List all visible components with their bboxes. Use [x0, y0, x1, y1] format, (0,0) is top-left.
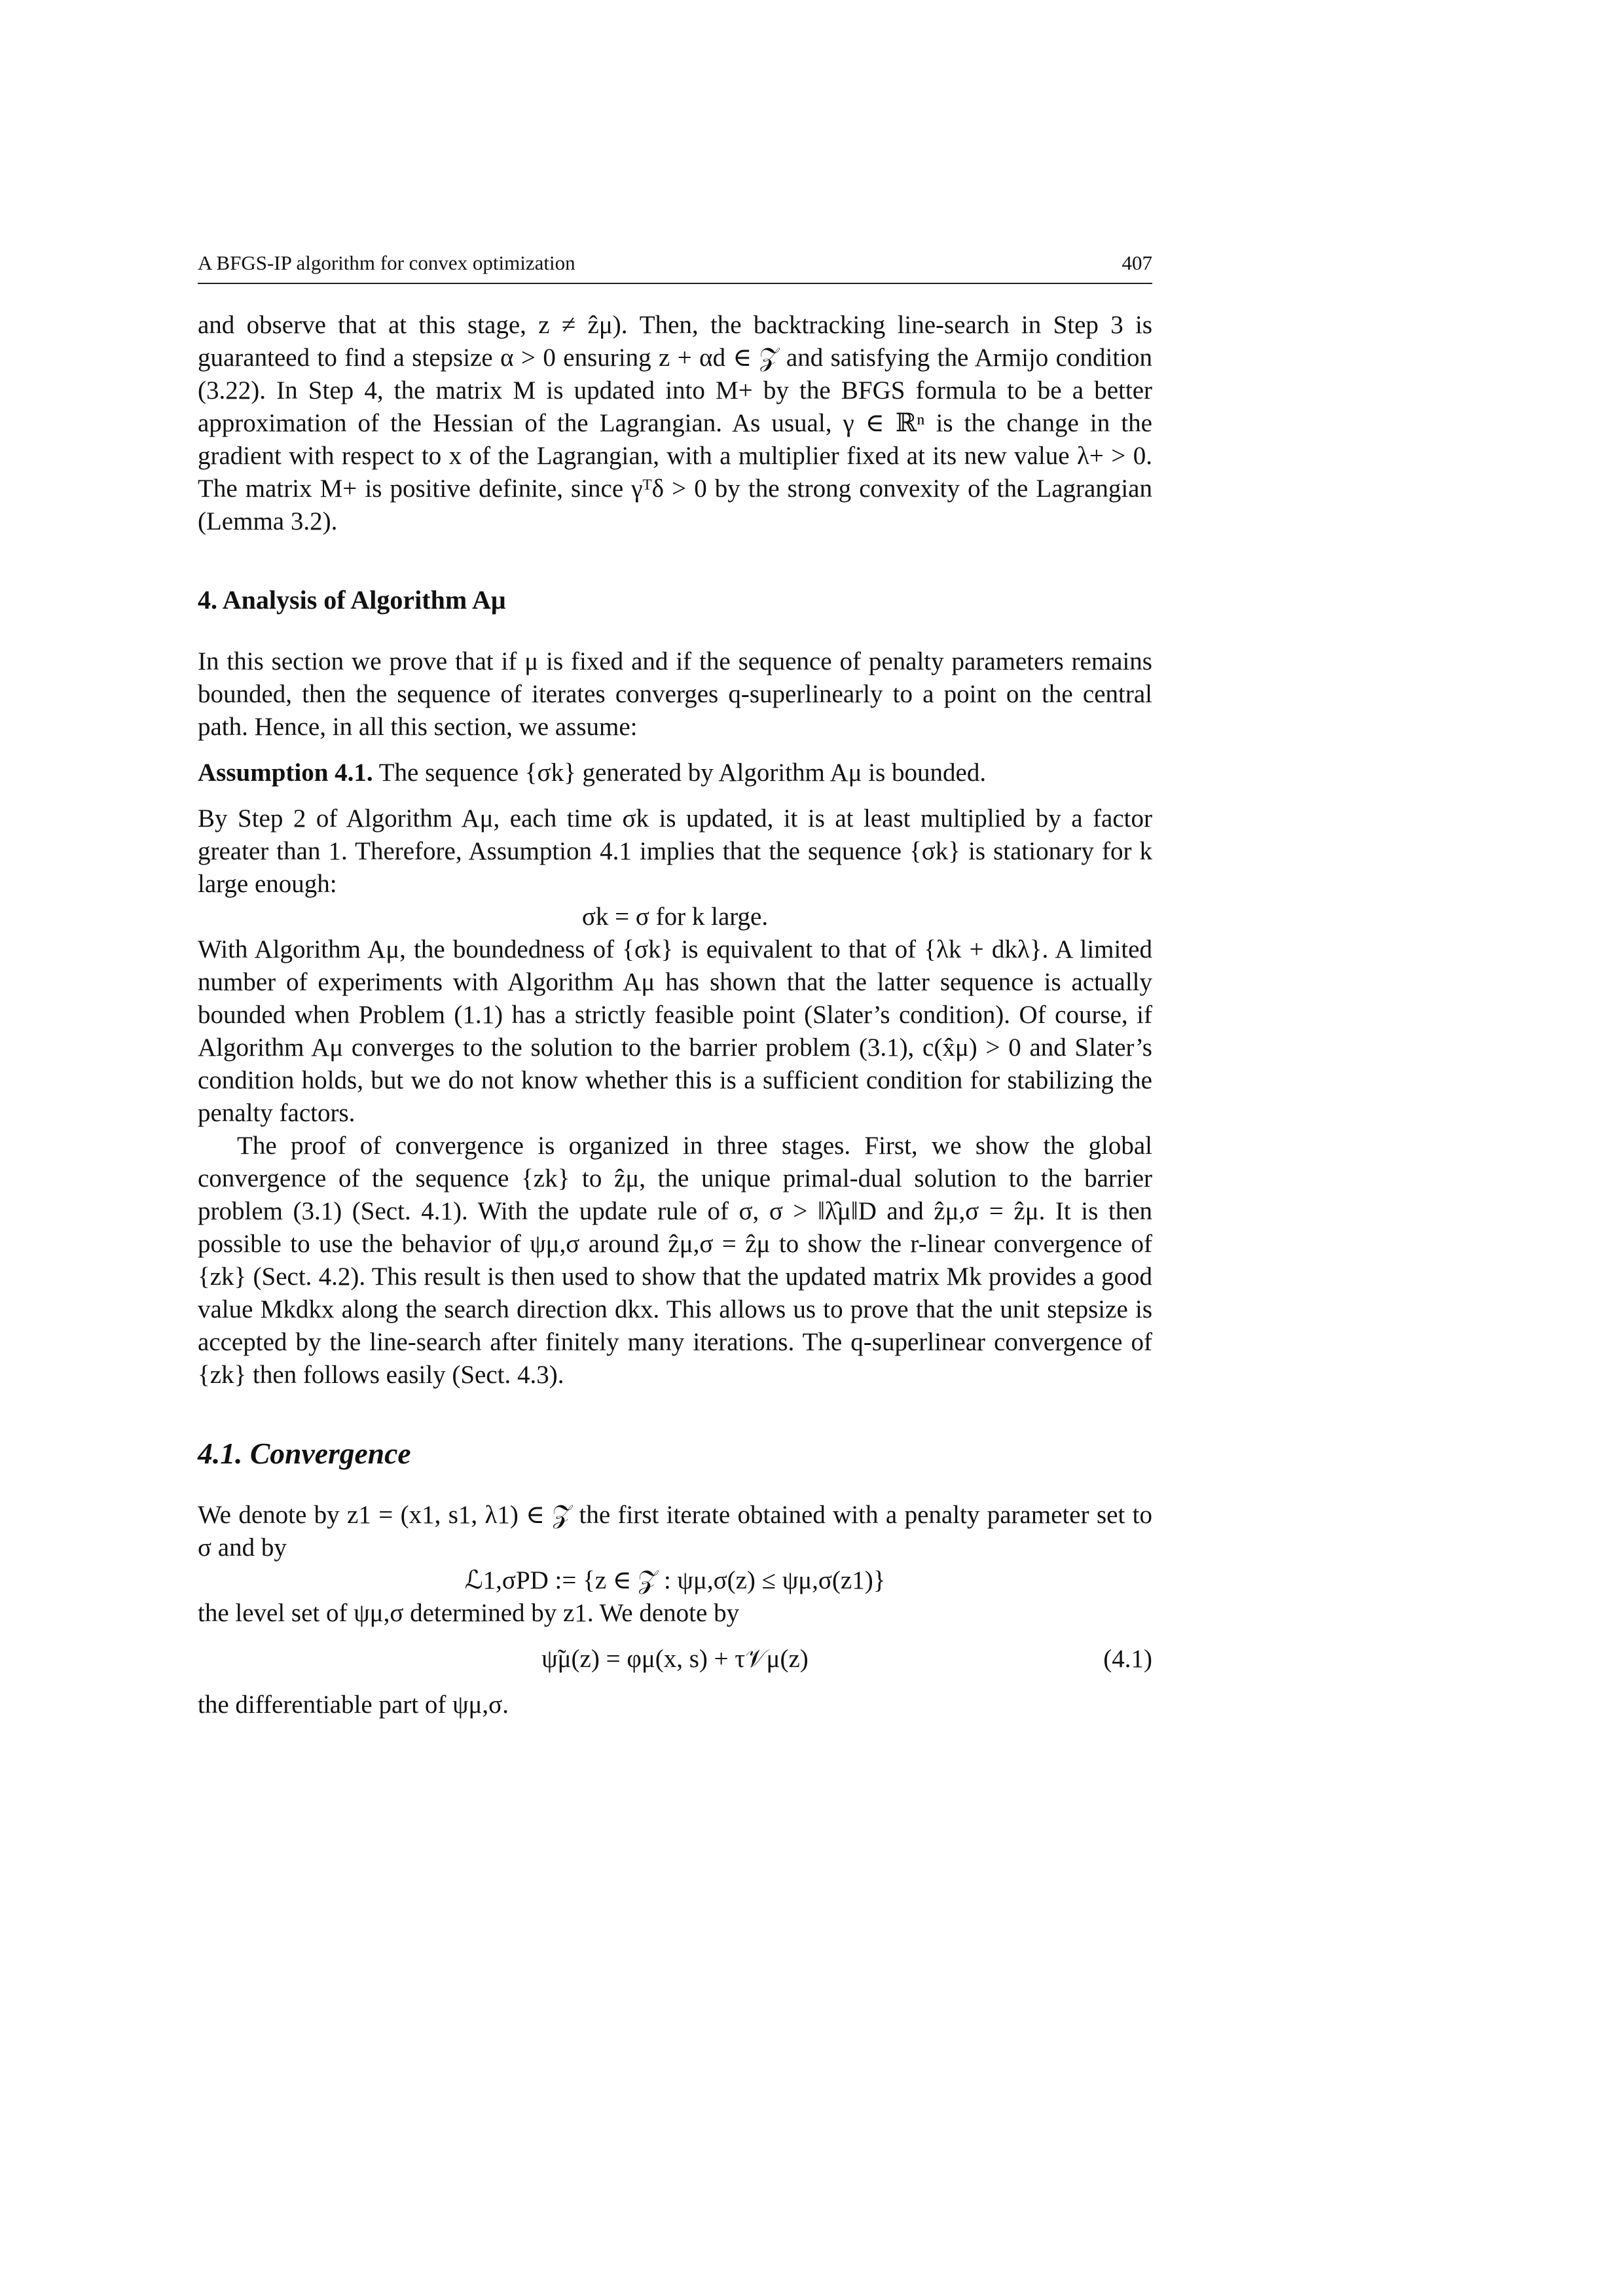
level-set-paragraph: the level set of ψμ,σ determined by z1. We denote by	[198, 1599, 740, 1627]
differentiable-part-paragraph: the differentiable part of ψμ,σ.	[198, 1691, 509, 1719]
running-header	[198, 249, 1152, 284]
level-set-equation: ℒ1,σPD := {z ∈ 𝒵 : ψμ,σ(z) ≤ ψμ,σ(z1)}	[464, 1566, 886, 1594]
stationary-equation: σk = σ for k large.	[581, 903, 769, 931]
proof-outline-paragraph: The proof of convergence is organized in three stages. First, we show the global convergence of the sequence {zk} to ẑμ, the unique primal-dual solution to the barrier problem (3.1) (Sect. 4.1). With the update rule of σ, σ > ‖λ̂μ‖D and ẑμ,σ = ẑμ. It is then possible to use the behavior of ψμ,σ around ẑμ,σ = ẑμ to show the r-linear convergence of {zk} (Sect. 4.2). This result is then used to show that the updated matrix Mk provides a good value Mkdkx along the search direction dkx. This allows us to prove that the unit stepsize is accepted by the line-search after finitely many iterations. The q-superlinear convergence of {zk} then follows easily (Sect. 4.3).	[198, 1132, 1152, 1389]
equation-4-1-number: (4.1)	[1103, 1645, 1152, 1673]
equation-4-1-body: ψ̃μ(z) = φμ(x, s) + τ𝒱μ(z)	[541, 1645, 809, 1673]
intro-paragraph: and observe that at this stage, z ≠ ẑμ). Then, the backtracking line-search in Step 3 is guaranteed to find a stepsize α > 0 ensuring z + αd ∈ 𝒵 and satisfying the Armijo condition (3.22). In Step 4, the matrix M is updated into M+ by the BFGS formula to be a better approximation of the Hessian of the Lagrangian. As usual, γ ∈ ℝⁿ is the change in the gradient with respect to x of the Lagrangian, with a multiplier fixed at its new value λ+ > 0. The matrix M+ is positive definite, since γᵀδ > 0 by the strong convexity of the Lagrangian (Lemma 3.2).	[198, 311, 1152, 535]
page-number: 407	[1122, 251, 1152, 274]
section-4-intro: In this section we prove that if μ is fixed and if the sequence of penalty parameters remains bounded, then the sequence of iterates converges q-superlinearly to a point on the central path. Hence, in all this section, we assume:	[198, 647, 1152, 741]
page	[198, 249, 1152, 1721]
assumption-text: The sequence {σk} generated by Algorithm Aμ is bounded.	[378, 759, 987, 787]
boundedness-paragraph: With Algorithm Aμ, the boundedness of {σk} is equivalent to that of {λk + dkλ}. A limited number of experiments with Algorithm Aμ has shown that the latter sequence is actually bounded when Problem (1.1) has a strictly feasible point (Slater’s condition). Of course, if Algorithm Aμ converges to the solution to the barrier problem (3.1), c(x̂μ) > 0 and Slater’s condition holds, but we do not know whether this is a sufficient condition for stabilizing the penalty factors.	[198, 935, 1152, 1127]
section-4-title: 4. Analysis of Algorithm Aμ	[198, 585, 506, 615]
running-title: A BFGS-IP algorithm for convex optimization	[198, 251, 575, 274]
step2-paragraph: By Step 2 of Algorithm Aμ, each time σk is updated, it is at least multiplied by a factor greater than 1. Therefore, Assumption 4.1 implies that the sequence {σk} is stationary for k large enough:	[198, 804, 1152, 898]
equation-4-1	[198, 1643, 1152, 1676]
assumption-4-1	[198, 757, 1152, 789]
subsection-4-1-title: 4.1. Convergence	[198, 1437, 411, 1470]
assumption-label: Assumption 4.1.	[198, 759, 373, 787]
first-iterate-paragraph: We denote by z1 = (x1, s1, λ1) ∈ 𝒵 the first iterate obtained with a penalty parameter set to σ and by	[198, 1501, 1152, 1562]
